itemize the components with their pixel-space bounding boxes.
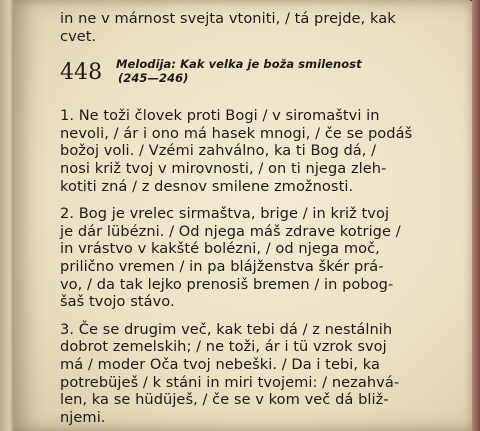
text-line: 2. Bog je vrelec sirmaštva, brige / in križ tvoj bbox=[60, 205, 390, 223]
text-line: njemi. bbox=[60, 408, 106, 426]
melody-title: Melodija: Kak velka je boža smilenost bbox=[116, 57, 362, 72]
melody-range: (245—246) bbox=[118, 71, 189, 86]
page-text bbox=[60, 10, 440, 426]
intro-block bbox=[60, 10, 440, 45]
text-line: nosi križ tvoj v mirovnosti, / on ti njega zleh- bbox=[60, 159, 387, 177]
text-line: šaš tvojo stávo. bbox=[60, 293, 175, 311]
text-line: in ne v márnost svejta vtoniti, / tá prejde, kak bbox=[60, 10, 396, 27]
text-line: má / moder Oča tvoj nebeški. / Da i tebi, ka bbox=[60, 355, 381, 373]
text-line: vo, / da tak lejko prenosiš bremen / in pobog- bbox=[60, 275, 394, 293]
text-line: 1. Ne toži človek proti Bogi / v siromaštvi in bbox=[60, 107, 380, 125]
text-line: kotiti zná / z desnov smilene zmožnosti. bbox=[60, 177, 354, 195]
text-line: nevoli, / ár i ono má hasek mnogi, / če se podáš bbox=[60, 124, 413, 142]
text-line: božoj voli. / Vzémi zahválno, ka ti Bog dá, / bbox=[60, 142, 377, 160]
verse-3 bbox=[60, 321, 440, 427]
text-line: cvet. bbox=[60, 27, 97, 45]
book-page bbox=[14, 0, 474, 431]
text-line: prilično vremen / in pa blájženstva škér prá- bbox=[60, 257, 384, 275]
text-line: potrebüješ / k stáni in miri tvojemi: / nezahvá- bbox=[60, 373, 400, 391]
text-line: je dár lübézni. / Od njega máš zdrave kotrige / bbox=[60, 222, 401, 240]
text-line: len, ka se hüdüješ, / če se v kom več dá bliž- bbox=[60, 391, 389, 409]
verse-2 bbox=[60, 205, 440, 311]
verse-1 bbox=[60, 107, 440, 195]
text-line: 3. Če se drugim več, kak tebi dá / z nestálnih bbox=[60, 320, 393, 338]
text-line: dobrot zemelskih; / ne toži, ár i tü vzrok svoj bbox=[60, 338, 387, 356]
melody-note bbox=[116, 57, 362, 85]
text-line: in vrástvo v kakšté bolézni, / od njega moč, bbox=[60, 240, 380, 258]
background-edge bbox=[472, 0, 480, 431]
hymn-header bbox=[60, 57, 440, 99]
hymn-number: 448 bbox=[60, 60, 103, 86]
